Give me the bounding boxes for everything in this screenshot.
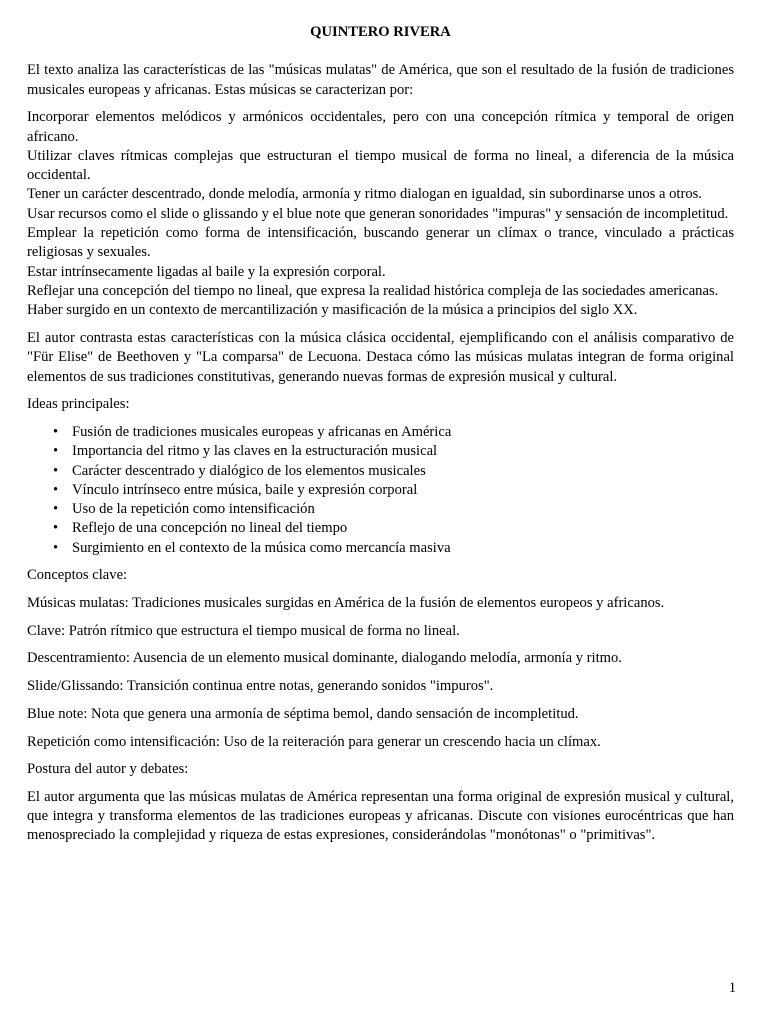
bullet-icon: • bbox=[53, 501, 59, 518]
characteristic-item: Incorporar elementos melódicos y armónicos occidentales, pero con una concepción rítmica y temporal de origen africano. bbox=[27, 109, 734, 145]
idea-text: Reflejo de una concepción no lineal del tiempo bbox=[72, 520, 348, 537]
idea-text: Vínculo intrínseco entre música, baile y expresión corporal bbox=[72, 481, 418, 498]
list-item bbox=[53, 519, 734, 538]
characteristics-list bbox=[27, 108, 734, 320]
bullet-icon: • bbox=[53, 443, 59, 460]
page-number: 1 bbox=[728, 980, 736, 996]
list-item bbox=[53, 500, 734, 519]
idea-text: Carácter descentrado y dialógico de los elementos musicales bbox=[72, 462, 426, 479]
characteristic-item: Reflejar una concepción del tiempo no lineal, que expresa la realidad histórica compleja de las sociedades americanas. bbox=[27, 282, 719, 299]
concept-definition: Músicas mulatas: Tradiciones musicales surgidas en América de la fusión de elementos europeos y africanos. bbox=[27, 595, 665, 612]
concept-definition: Descentramiento: Ausencia de un elemento musical dominante, dialogando melodía, armonía y ritmo. bbox=[27, 650, 622, 667]
bullet-icon: • bbox=[53, 539, 59, 556]
concepts-heading: Conceptos clave: bbox=[27, 567, 128, 584]
characteristic-item: Tener un carácter descentrado, donde melodía, armonía y ritmo dialogan en igualdad, sin subordinarse unos a otros. bbox=[27, 186, 702, 203]
concept-definition: Blue note: Nota que genera una armonía de séptima bemol, dando sensación de incompletitud. bbox=[27, 705, 579, 722]
characteristic-item: Emplear la repetición como forma de intensificación, buscando generar un clímax o trance, vinculado a prácticas religiosas y sexuales. bbox=[27, 225, 734, 261]
stance-heading: Postura del autor y debates: bbox=[27, 761, 189, 778]
bullet-icon: • bbox=[53, 462, 59, 479]
list-item bbox=[53, 423, 734, 442]
contrast-paragraph: El autor contrasta estas características con la música clásica occidental, ejemplificando con el análisis comparativo de "Für Elise" de Beethoven y "La comparsa" de Lecuona. Destaca cómo las músicas mulatas integran de forma original elementos de sus tradiciones constitutivas, generando nuevas formas de expresión musical y cultural. bbox=[27, 329, 734, 385]
stance-paragraph: El autor argumenta que las músicas mulatas de América representan una forma original de expresión musical y cultural, que integra y transforma elementos de las tradiciones europeas y africanas. Discute con visiones eurocéntricas que han menospreciado la complejidad y riqueza de estas expresiones, considerándolas "monótonas" o "primitivas". bbox=[27, 788, 734, 844]
idea-text: Fusión de tradiciones musicales europeas y africanas en América bbox=[72, 423, 452, 440]
idea-text: Surgimiento en el contexto de la música como mercancía masiva bbox=[72, 539, 451, 556]
document-title: QUINTERO RIVERA bbox=[310, 24, 451, 40]
list-item bbox=[53, 462, 734, 481]
concept-definition: Slide/Glissando: Transición continua entre notas, generando sonidos "impuros". bbox=[27, 678, 494, 695]
ideas-heading: Ideas principales: bbox=[27, 396, 130, 413]
characteristic-item: Haber surgido en un contexto de mercantilización y masificación de la música a principios del siglo XX. bbox=[27, 302, 638, 319]
bullet-icon: • bbox=[53, 520, 59, 537]
list-item bbox=[53, 539, 734, 558]
characteristic-item: Utilizar claves rítmicas complejas que estructuran el tiempo musical de forma no lineal, a diferencia de la música occidental. bbox=[27, 147, 734, 184]
characteristic-item: Estar intrínsecamente ligadas al baile y la expresión corporal. bbox=[27, 263, 386, 280]
concept-definition: Repetición como intensificación: Uso de la reiteración para generar un crescendo hacia un clímax. bbox=[27, 733, 601, 750]
characteristic-item: Usar recursos como el slide o glissando y el blue note que generan sonoridades "impuras" y sensación de incompletitud. bbox=[27, 205, 729, 222]
document-page bbox=[27, 23, 734, 854]
concept-definition: Clave: Patrón rítmico que estructura el tiempo musical de forma no lineal. bbox=[27, 622, 460, 639]
list-item bbox=[53, 481, 734, 500]
bullet-icon: • bbox=[53, 481, 59, 498]
bullet-icon: • bbox=[53, 423, 59, 440]
idea-text: Uso de la repetición como intensificación bbox=[72, 501, 315, 518]
intro-paragraph: El texto analiza las características de las "músicas mulatas" de América, que son el resultado de la fusión de tradiciones musicales europeas y africanas. Estas músicas se caracterizan por: bbox=[27, 62, 734, 98]
list-item bbox=[53, 442, 734, 461]
ideas-list bbox=[27, 423, 734, 558]
idea-text: Importancia del ritmo y las claves en la estructuración musical bbox=[72, 443, 438, 460]
